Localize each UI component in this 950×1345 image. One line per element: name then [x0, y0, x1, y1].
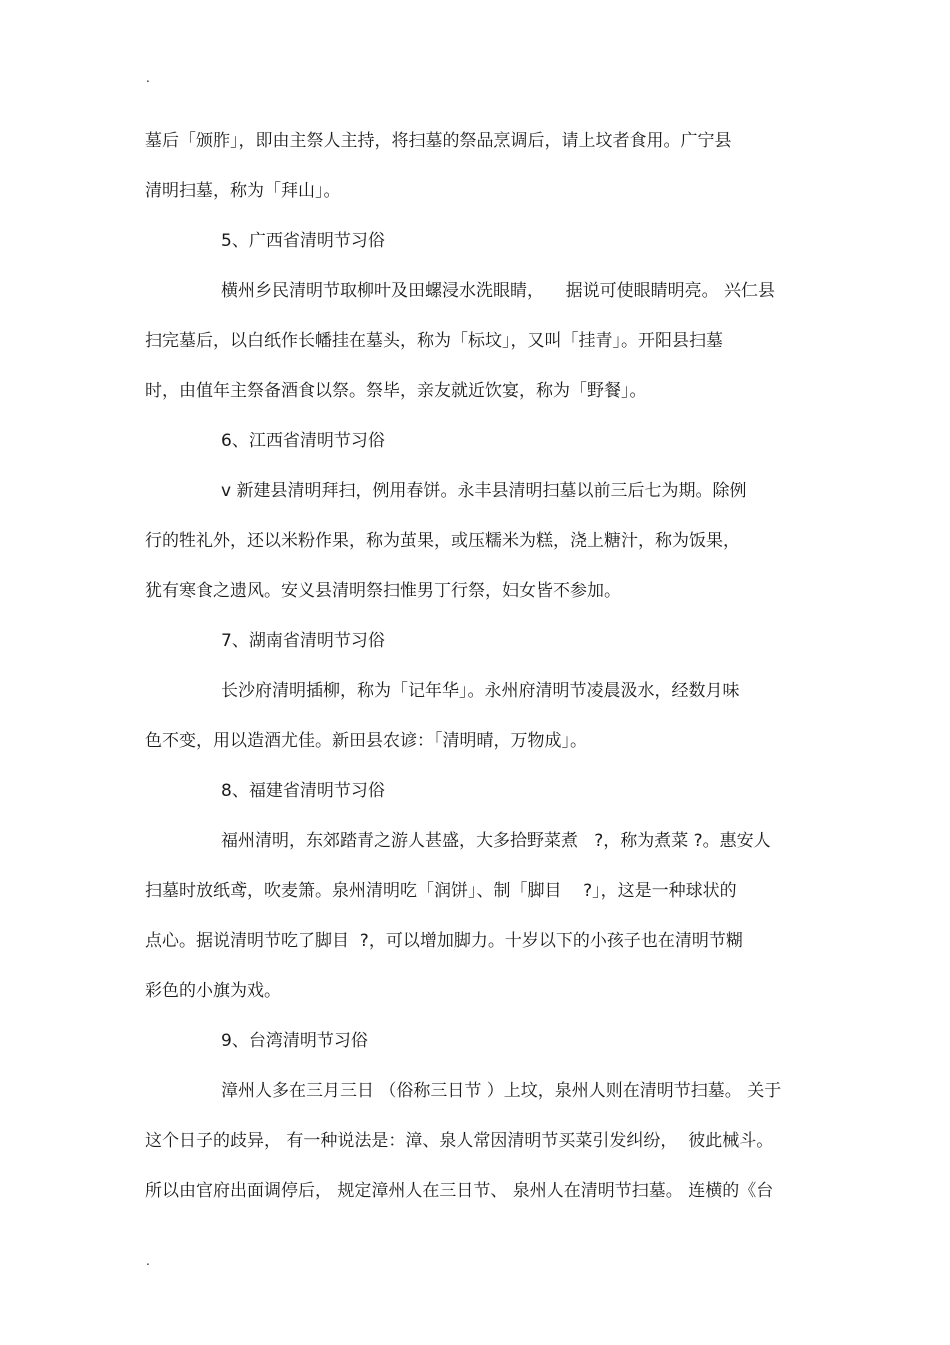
- text-line: 时，由值年主祭备酒食以祭。祭毕，亲友就近饮宴，称为「野餐」。: [145, 381, 647, 401]
- text-line: 行的牲礼外，还以米粉作果，称为茧果，或压糯米为糕，浇上糖汁，称为饭果，: [145, 531, 740, 551]
- text-line: 色不变，用以造酒尤佳。新田县农谚：「清明晴，万物成」。: [145, 731, 587, 751]
- text-line: 长沙府清明插柳，称为「记年华」。永州府清明节凌晨汲水，经数月味: [221, 681, 740, 701]
- text-line: 扫完墓后，以白纸作长幡挂在墓头，称为「标坟」，又叫「挂青」。开阳县扫墓: [145, 331, 723, 351]
- text-line: 横州乡民清明节取柳叶及田螺浸水洗眼睛， 据说可使眼睛明亮。 兴仁县: [221, 281, 776, 301]
- text-line: 福州清明，东郊踏青之游人甚盛，大多拾野菜煮 ?，称为煮菜 ?。惠安人: [221, 831, 771, 851]
- text-line: 犹有寒食之遗风。安义县清明祭扫惟男丁行祭，妇女皆不参加。: [145, 581, 621, 601]
- text-line: 漳州人多在三月三日 （俗称三日节 ）上坟，泉州人则在清明节扫墓。 关于: [221, 1081, 782, 1101]
- text-line: 点心。据说清明节吃了脚目 ?，可以增加脚力。十岁以下的小孩子也在清明节糊: [145, 931, 743, 951]
- text-line: 所以由官府出面调停后， 规定漳州人在三日节、 泉州人在清明节扫墓。 连横的《台: [145, 1181, 774, 1201]
- section-heading: 6、江西省清明节习俗: [221, 431, 385, 451]
- text-line: 墓后「颁胙」，即由主祭人主持，将扫墓的祭品烹调后，请上坟者食用。广宁县: [145, 131, 732, 151]
- text-line: 这个日子的歧异， 有一种说法是：漳、泉人常因清明节买菜引发纠纷， 彼此械斗。: [145, 1131, 774, 1151]
- text-line: v 新建县清明拜扫，例用春饼。永丰县清明扫墓以前三后七为期。除例: [221, 481, 747, 501]
- section-heading: 8、福建省清明节习俗: [221, 781, 385, 801]
- text-line: 清明扫墓，称为「拜山」。: [145, 181, 341, 201]
- top-page-mark: .: [146, 71, 150, 85]
- section-heading: 9、台湾清明节习俗: [221, 1031, 368, 1051]
- bottom-page-mark: .: [146, 1254, 150, 1268]
- section-heading: 7、湖南省清明节习俗: [221, 631, 385, 651]
- text-line: 扫墓时放纸鸢，吹麦箫。泉州清明吃「润饼」、制「脚目 ?」，这是一种球状的: [145, 881, 737, 901]
- section-heading: 5、广西省清明节习俗: [221, 231, 385, 251]
- text-line: 彩色的小旗为戏。: [145, 981, 281, 1001]
